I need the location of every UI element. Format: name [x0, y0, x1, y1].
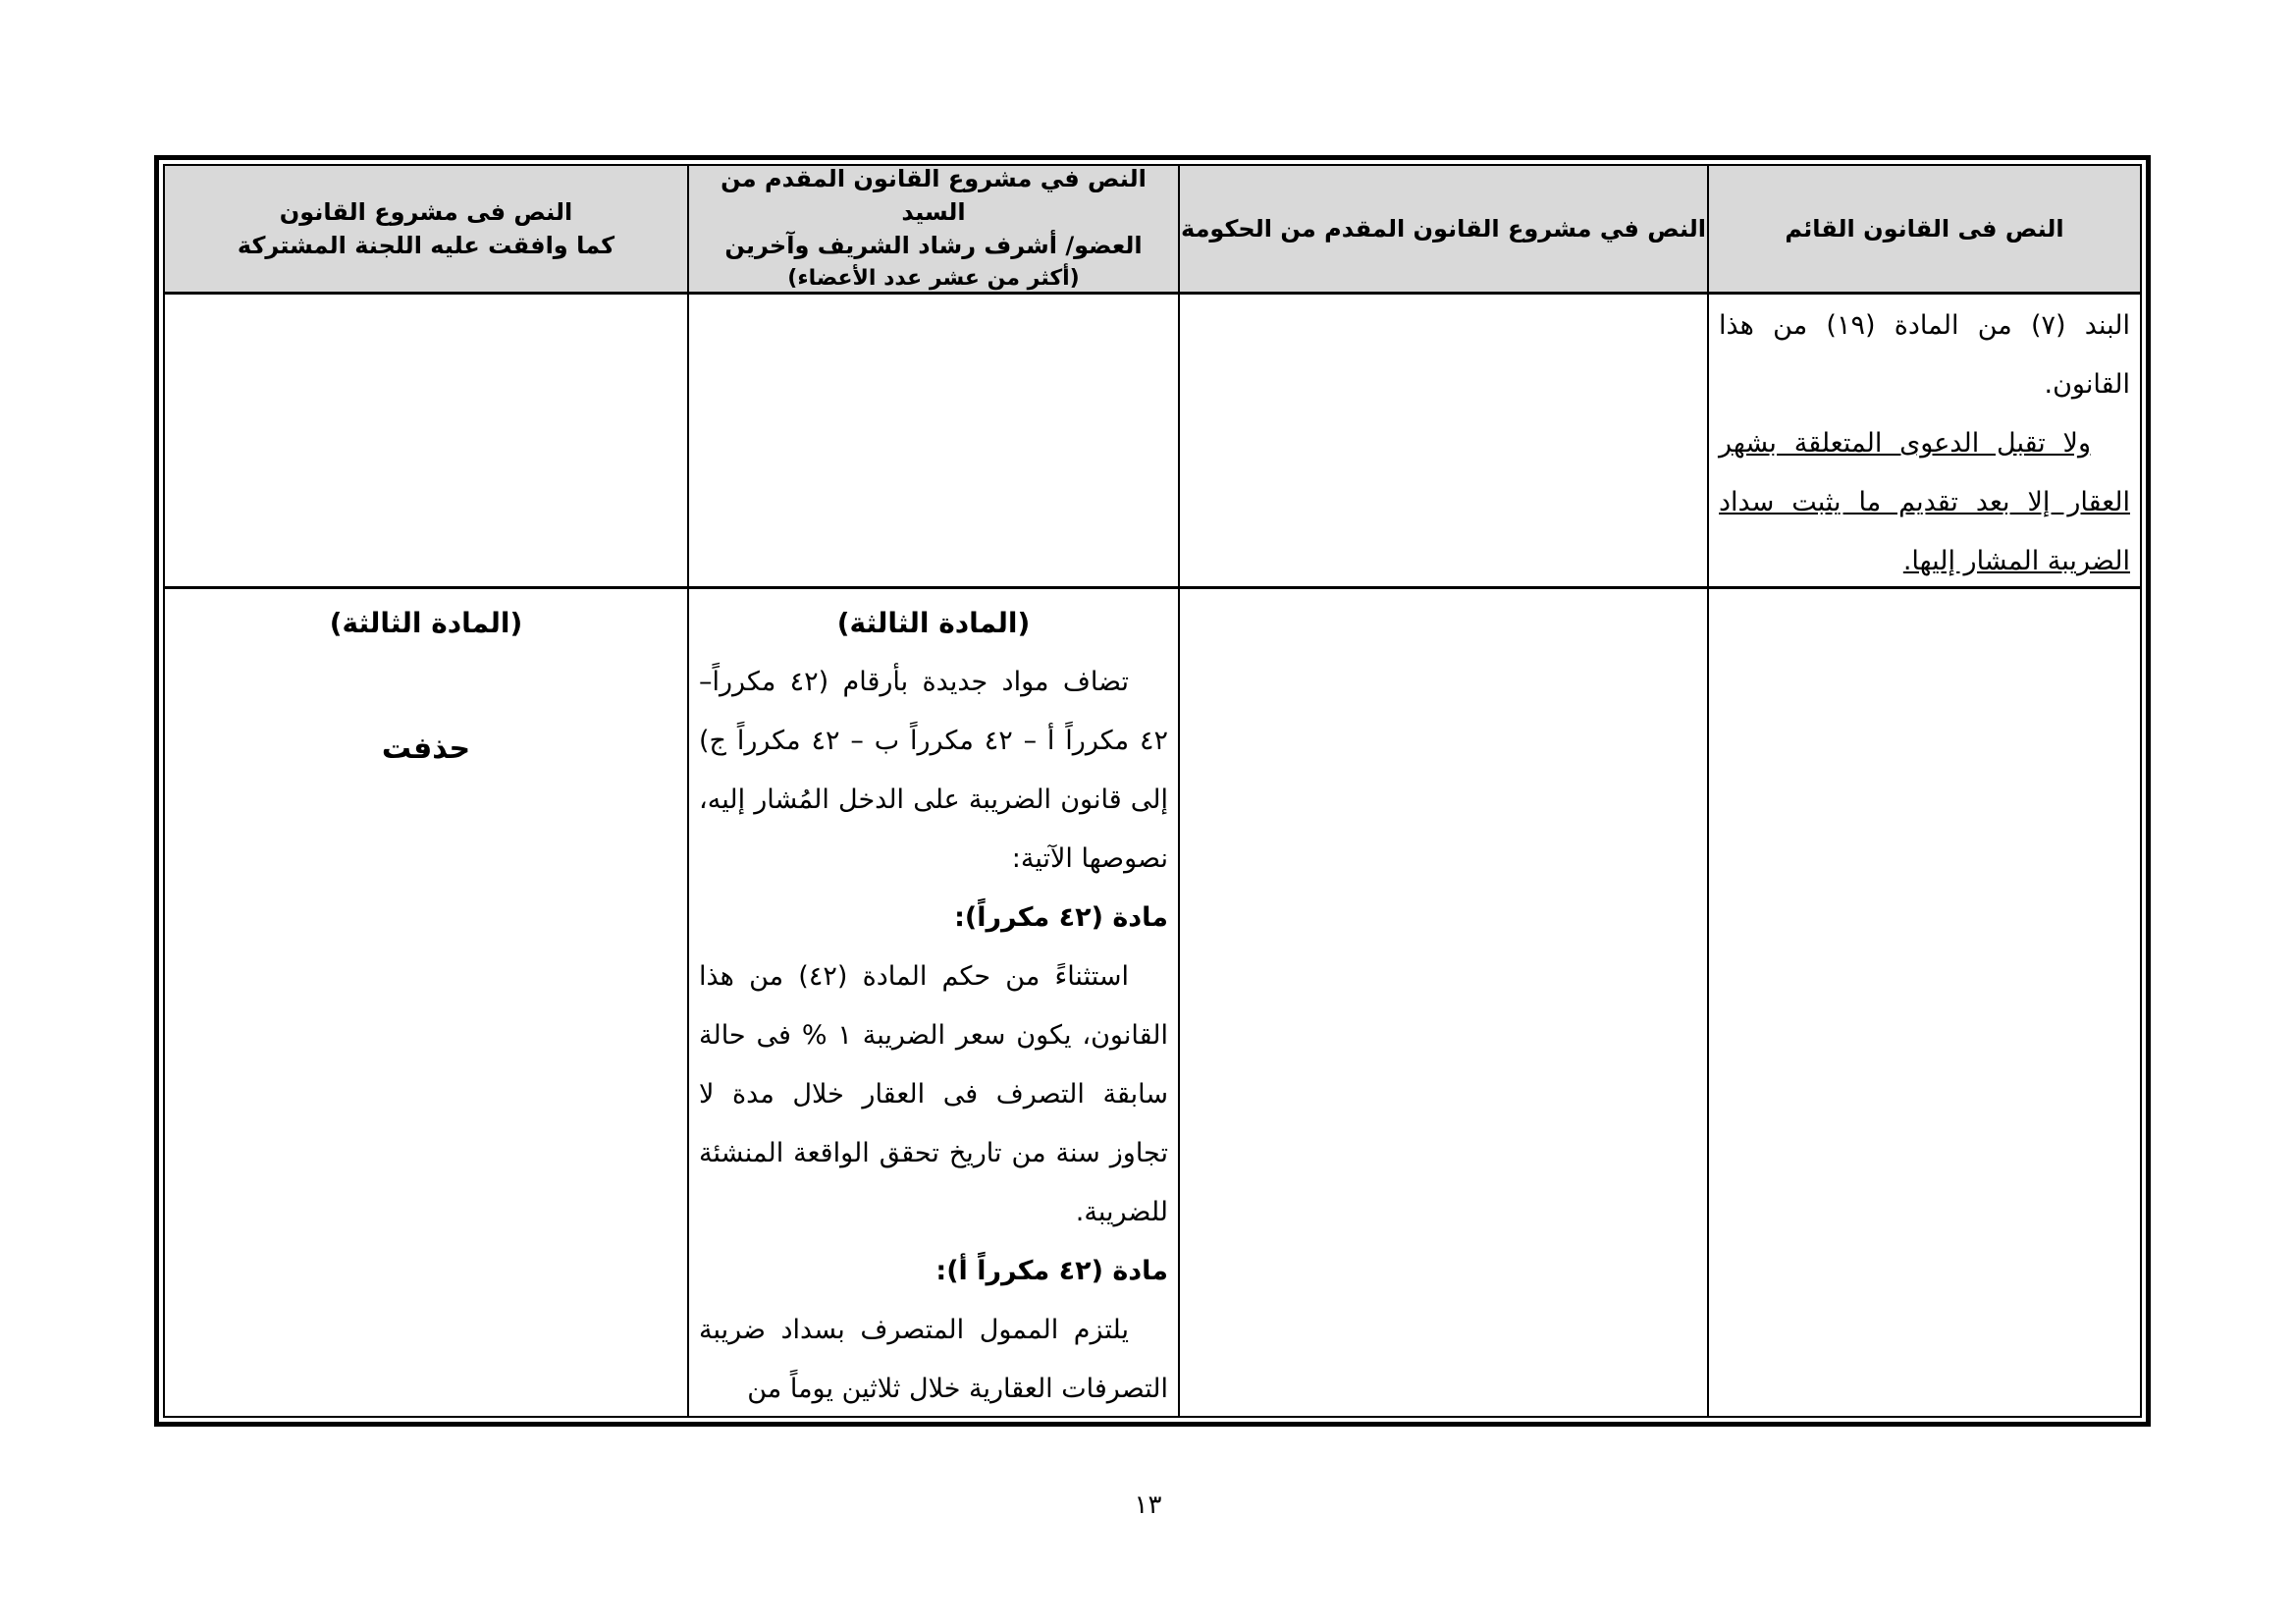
row2-committee-article-title: (المادة الثالثة) — [329, 607, 523, 639]
header-member-draft-line3: (أكثر من عشر عدد الأعضاء) — [787, 266, 1080, 291]
row2-member-draft-paragraph3: يلتزم الممول المتصرف بسداد ضريبة التصرفات العقارية خلال ثلاثين يوماً من — [699, 1315, 1168, 1404]
header-member-draft — [689, 166, 1178, 292]
header-existing-law-label: النص فى القانون القائم — [1785, 215, 2064, 243]
header-existing-law — [1709, 166, 2140, 292]
row2-member-draft-paragraph2: استثناءً من حكم المادة (٤٢) من هذا القانون، يكون سعر الضريبة ١ % فى حالة سابقة التصرف فى العقار خلال مدة لا تجاوز سنة من تاريخ تحقق الواقعة المنشئة للضريبة. — [699, 961, 1169, 1227]
header-committee-text-line1: النص فى مشروع القانون — [279, 198, 573, 226]
row2-member-draft-cell — [699, 594, 1168, 1419]
row2-committee-deleted-label: حذفت — [381, 731, 471, 766]
header-government-draft — [1180, 166, 1707, 292]
row2-member-draft-paragraph1: تضاف مواد جديدة بأرقام (٤٢ مكرراً– ٤٢ مكرراً أ – ٤٢ مكرراً ب – ٤٢ مكرراً ج) إلى قانون الضريبة على الدخل المُشار إليه، نصوصها الآتية: — [699, 667, 1168, 874]
row1-existing-law-paragraph2: ولا تقبل الدعوى المتعلقة بشهر العقار إلا بعد تقديم ما يثبت سداد الضريبة المشار إليها. — [1719, 428, 2130, 576]
row2-member-draft-article-title: (المادة الثالثة) — [836, 607, 1031, 639]
row2-member-draft-article-42bis-heading: مادة (٤٢ مكرراً): — [954, 902, 1168, 933]
column-divider — [1178, 166, 1180, 1416]
header-committee-text — [165, 166, 687, 292]
row2-committee-cell — [175, 594, 677, 766]
header-member-draft-line1: النص في مشروع القانون المقدم من السيد — [721, 165, 1147, 226]
header-row-divider — [165, 292, 2140, 295]
column-divider — [687, 166, 689, 1416]
page-number: ١٣ — [1134, 1490, 1162, 1520]
header-committee-text-line2: كما وافقت عليه اللجنة المشتركة — [237, 232, 615, 259]
row1-existing-law-cell — [1719, 297, 2130, 591]
row1-existing-law-paragraph1: البند (٧) من المادة (١٩) من هذا القانون. — [1719, 310, 2130, 400]
column-divider — [1707, 166, 1709, 1416]
header-government-draft-label: النص في مشروع القانون المقدم من الحكومة — [1181, 215, 1706, 243]
header-member-draft-line2: العضو/ أشرف رشاد الشريف وآخرين — [724, 232, 1143, 259]
row2-member-draft-article-42bis-a-heading: مادة (٤٢ مكرراً أ): — [935, 1256, 1168, 1286]
